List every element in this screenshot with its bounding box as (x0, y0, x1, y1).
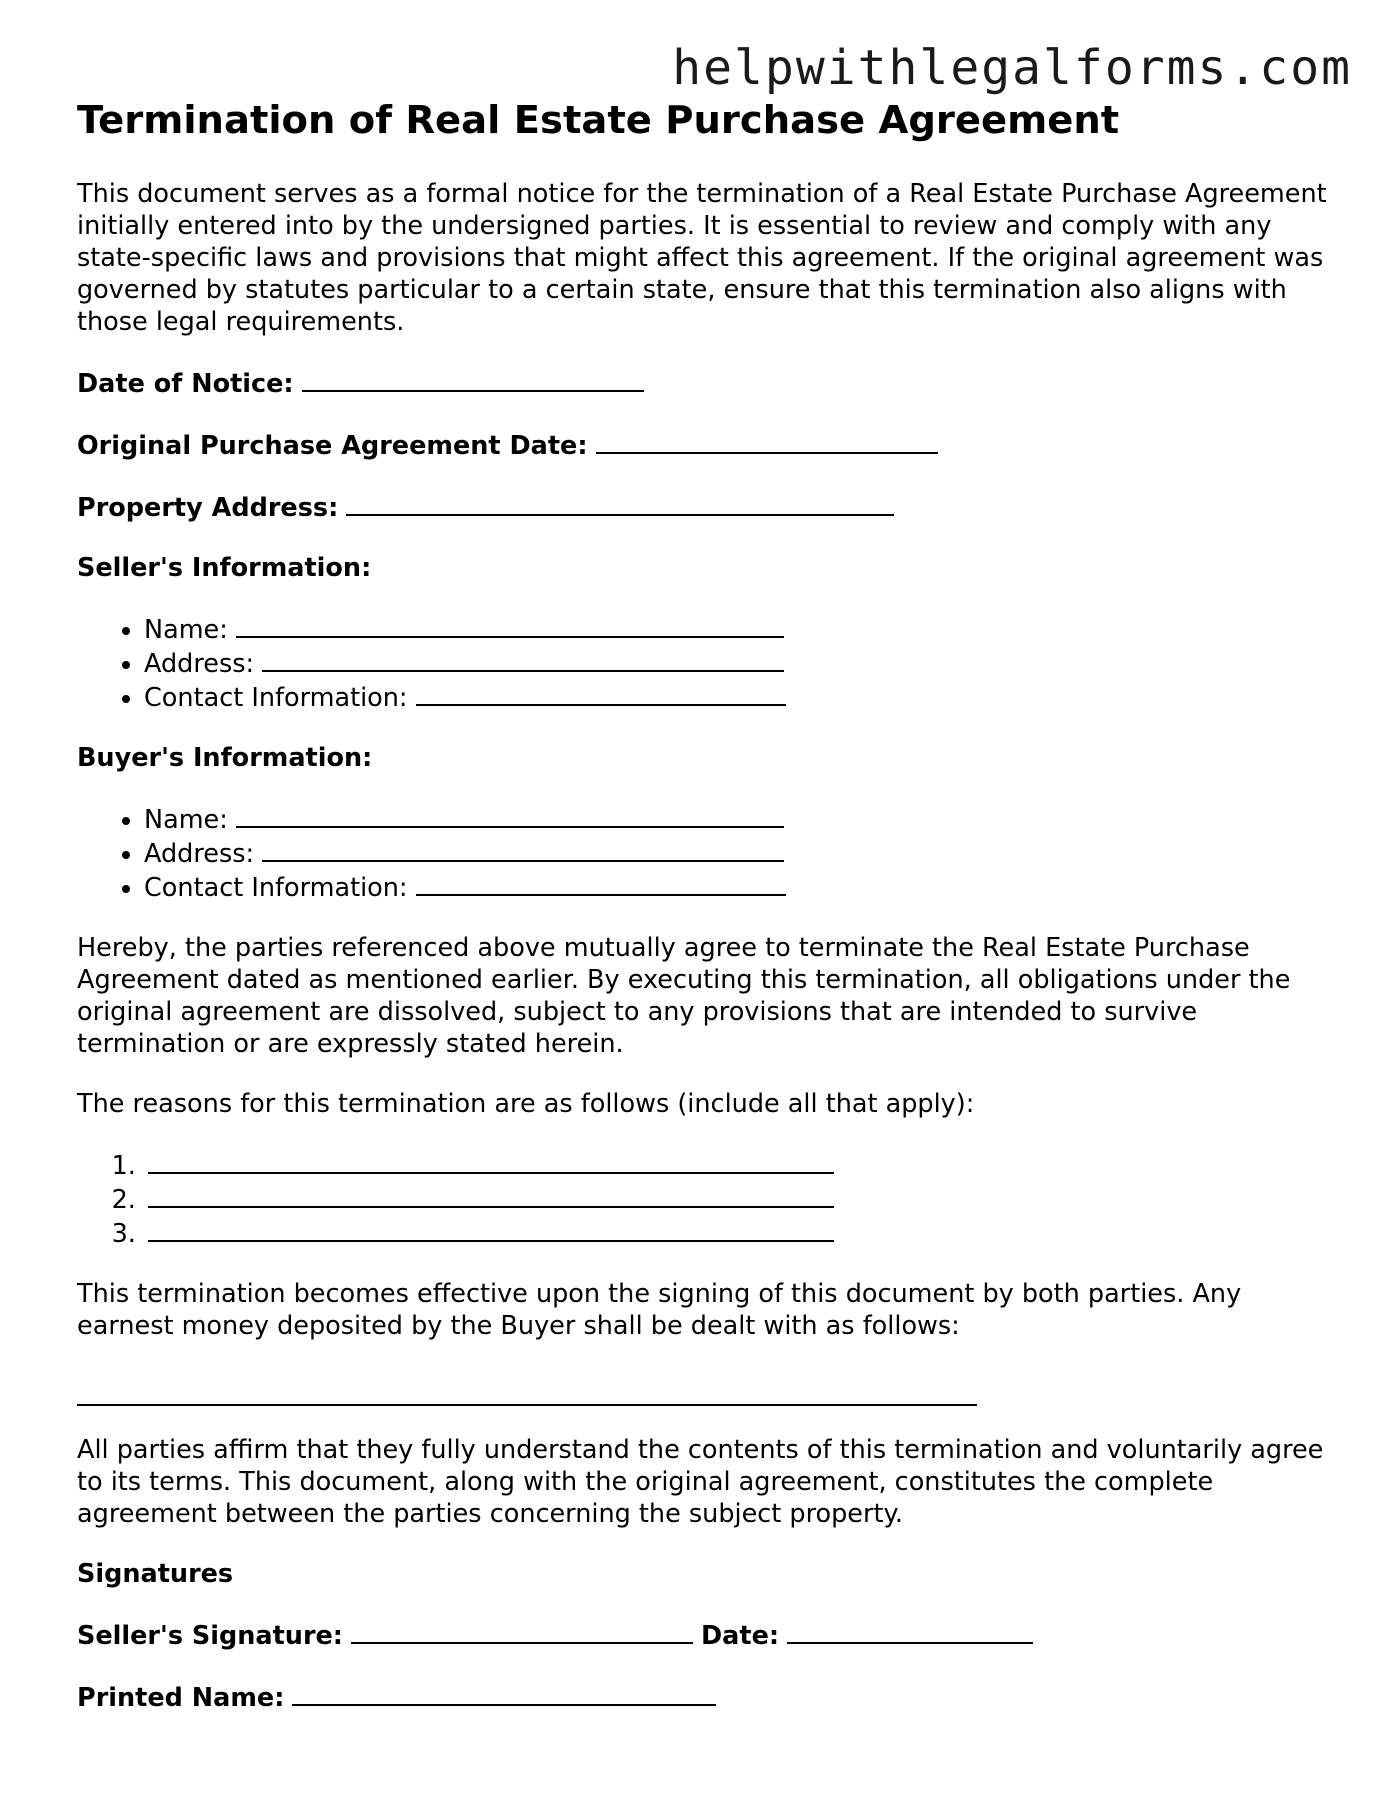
buyer-name-blank[interactable] (236, 802, 784, 828)
date-of-notice-field (77, 366, 1327, 400)
buyer-contact-blank[interactable] (416, 870, 786, 896)
seller-signature-row (77, 1618, 1327, 1652)
property-address-blank[interactable] (346, 490, 894, 516)
list-item (144, 836, 1327, 870)
earnest-money-blank[interactable] (77, 1380, 977, 1406)
buyer-info-list (77, 802, 1327, 904)
list-item (144, 1216, 1327, 1250)
property-address-label: Property Address: (77, 493, 339, 523)
affirm-paragraph: All parties affirm that they fully understand the contents of this termination and voluntarily agree to its terms. This document, along with the original agreement, constitutes the complete agreement between the parties concerning the subject property. (77, 1435, 1324, 1529)
date-of-notice-blank[interactable] (302, 366, 644, 392)
list-item (144, 646, 1327, 680)
seller-address-blank[interactable] (262, 646, 784, 672)
original-agreement-date-blank[interactable] (596, 428, 938, 454)
printed-name-field (77, 1680, 1327, 1714)
reasons-list (77, 1148, 1327, 1250)
seller-signature-label: Seller's Signature: (77, 1621, 344, 1651)
signatures-heading: Signatures (77, 1559, 234, 1589)
seller-name-label: Name: (144, 615, 228, 645)
signature-date-label: Date: (701, 1621, 780, 1651)
buyer-address-label: Address: (144, 839, 255, 869)
effective-paragraph: This termination becomes effective upon the signing of this document by both parties. Any earnest money deposited by the Buyer shall be dealt with as follows: (77, 1279, 1242, 1341)
printed-name-label: Printed Name: (77, 1683, 285, 1713)
buyer-info-heading: Buyer's Information: (77, 743, 373, 773)
seller-info-heading: Seller's Information: (77, 553, 372, 583)
seller-contact-label: Contact Information: (144, 683, 408, 713)
reason-1-blank[interactable] (148, 1148, 834, 1174)
list-item (144, 870, 1327, 904)
intro-paragraph: This document serves as a formal notice for the termination of a Real Estate Purchase Agreement initially entered into by the undersigned parties. It is essential to review and comply with any state-specific laws and provisions that might affect this agreement. If the original agreement was governed by statutes particular to a certain state, ensure that this termination also aligns with those legal requirements. (77, 179, 1327, 337)
seller-info-list (77, 612, 1327, 714)
seller-name-blank[interactable] (236, 612, 784, 638)
list-item (144, 1148, 1327, 1182)
original-agreement-date-field (77, 428, 1327, 462)
reason-2-blank[interactable] (148, 1182, 834, 1208)
list-item (144, 680, 1327, 714)
buyer-contact-label: Contact Information: (144, 873, 408, 903)
date-of-notice-label: Date of Notice: (77, 369, 294, 399)
site-watermark: helpwithlegalforms.com (672, 40, 1352, 96)
buyer-name-label: Name: (144, 805, 228, 835)
agreement-paragraph: Hereby, the parties referenced above mutually agree to terminate the Real Estate Purchase Agreement dated as mentioned earlier. By executing this termination, all obligations under the original agreement are dissolved, subject to any provisions that are intended to survive termination or are expressly stated herein. (77, 933, 1291, 1059)
buyer-address-blank[interactable] (262, 836, 784, 862)
printed-name-blank[interactable] (292, 1680, 716, 1706)
seller-contact-blank[interactable] (416, 680, 786, 706)
original-agreement-date-label: Original Purchase Agreement Date: (77, 431, 588, 461)
list-item (144, 1182, 1327, 1216)
reason-3-blank[interactable] (148, 1216, 834, 1242)
seller-address-label: Address: (144, 649, 255, 679)
reasons-intro: The reasons for this termination are as follows (include all that apply): (77, 1089, 975, 1119)
list-item (144, 612, 1327, 646)
property-address-field (77, 490, 1327, 524)
signature-date-blank[interactable] (787, 1618, 1033, 1644)
document-page (77, 94, 1327, 1714)
document-title: Termination of Real Estate Purchase Agreement (77, 98, 1120, 143)
list-item (144, 802, 1327, 836)
seller-signature-blank[interactable] (351, 1618, 693, 1644)
